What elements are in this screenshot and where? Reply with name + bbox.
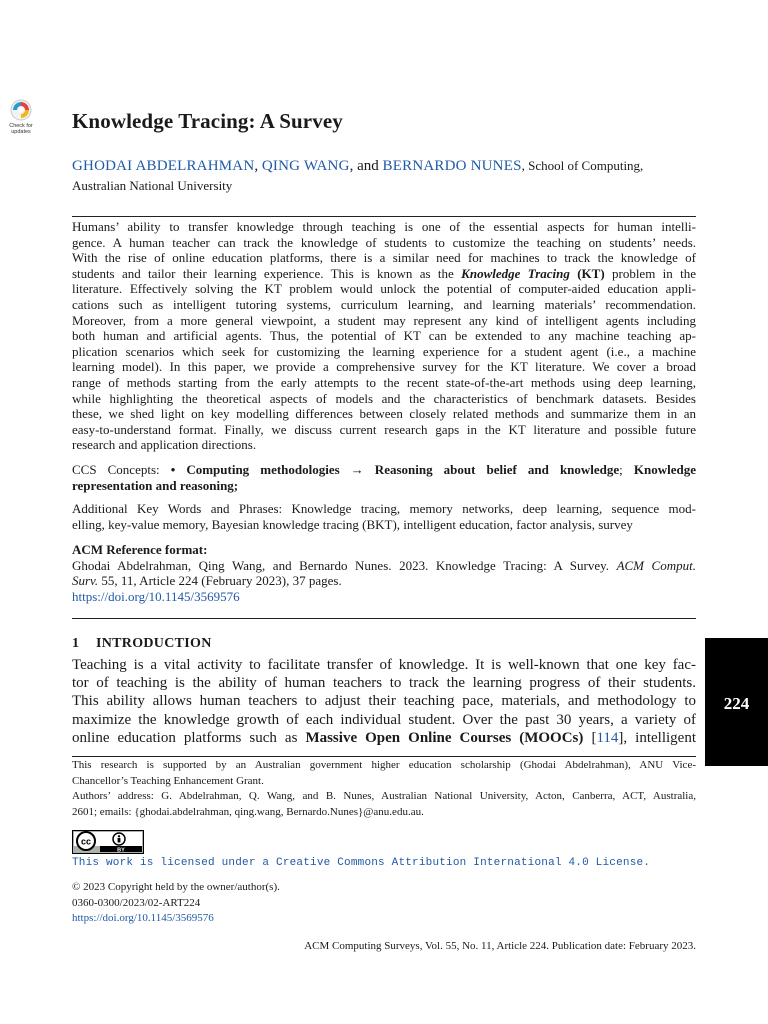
acm-ref-doi-link[interactable]: https://doi.org/10.1145/3569576 <box>72 588 240 604</box>
article-number-tab <box>705 638 768 766</box>
cc-by-license-badge[interactable] <box>72 830 144 854</box>
abstract-line: easy-to-understand format. Finally, we discuss current research gaps in the KT literature and possible future <box>72 421 696 437</box>
check-for-updates-badge[interactable] <box>1 99 39 139</box>
abstract-line: Humans’ ability to transfer knowledge through teaching is one of the essential aspects for human intelli- <box>72 219 696 234</box>
intro-l5-mid: [ <box>583 729 597 746</box>
license-link[interactable]: This work is licensed under a Creative Commons Attribution International 4.0 License. <box>72 857 651 869</box>
abstract-line: cations such as intelligent tutoring systems, curriculum learning, and learning materials’ recommendation. <box>72 296 696 312</box>
author-line-1 <box>72 156 700 176</box>
article-number: 224 <box>723 694 750 713</box>
keywords <box>72 501 696 532</box>
abstract-line: learning model). In this paper, we provide a comprehensive survey for the KT literature. We cover a broad <box>72 359 696 375</box>
page-footer: ACM Computing Surveys, Vol. 55, No. 11, Article 224. Publication date: February 2023. <box>304 940 696 952</box>
author-link-2[interactable]: QING WANG <box>261 158 350 174</box>
author-separator-1: , <box>254 158 262 174</box>
author-link-3[interactable]: BERNARDO NUNES <box>382 158 522 174</box>
keywords-line-2: elling, key-value memory, Bayesian knowledge tracing (BKT), intelligent education, factor analysis, survey <box>72 516 633 532</box>
acm-ref-line-2 <box>72 573 696 589</box>
abstract-kt-pre: students and tailor their learning experience. This is known as the <box>72 265 462 281</box>
ccs-bold-2: Knowledge <box>633 462 696 477</box>
section-number: 1 <box>72 636 80 651</box>
intro-line: tor of teaching is the ability of human teachers to track the learning progress of their students. <box>72 675 696 692</box>
acm-ref-line-2-text: 55, 11, Article 224 (February 2023), 37 pages. <box>98 573 342 589</box>
by-badge-text: BY <box>117 847 125 854</box>
acm-ref-journal-2: Surv. <box>72 573 99 589</box>
abstract-line: plication scenarios which seek for customizing the learning experience for a student agent (i.e., a machine <box>72 343 696 359</box>
footnote-line: Chancellor’s Teaching Enhancement Grant. <box>72 774 264 787</box>
footnote-rule <box>72 756 696 757</box>
acm-ref-journal: ACM Comput. <box>616 557 696 573</box>
top-rule <box>72 216 696 217</box>
intro-l5-post: ], intelligent <box>618 729 696 746</box>
copyright-block <box>72 880 280 927</box>
citation-link[interactable]: 114 <box>596 729 619 746</box>
doi-link[interactable]: https://doi.org/10.1145/3569576 <box>72 912 214 925</box>
kt-term: Knowledge Tracing <box>461 265 570 281</box>
ccs-bold-1: • Computing methodologies → Reasoning about belief and knowledge <box>170 462 620 477</box>
acm-ref-line-1-text: Ghodai Abdelrahman, Qing Wang, and Bernardo Nunes. 2023. Knowledge Tracing: A Survey. <box>72 557 617 573</box>
footnotes <box>72 758 696 820</box>
ccs-concepts <box>72 462 696 493</box>
issn-line: 0360-0300/2023/02-ART224 <box>72 896 201 909</box>
check-label-line2: updates <box>11 129 31 135</box>
intro-l5-pre: online education platforms such as <box>72 729 306 746</box>
affiliation-line-1: , School of Computing, <box>521 158 644 173</box>
keywords-line-1: Additional Key Words and Phrases: Knowledge tracing, memory networks, deep learning, sequence mod- <box>72 501 696 516</box>
abstract-line: Moreover, from a more general viewpoint, a student may represent any kind of intelligent agents including <box>72 312 696 328</box>
ccs-sep: ; <box>619 462 634 477</box>
section-heading <box>72 636 212 652</box>
introduction-text <box>72 656 696 747</box>
affiliation-line-2: Australian National University <box>72 178 233 193</box>
cc-badge-text: cc <box>80 836 92 847</box>
footnote-line: Authors’ address: G. Abdelrahman, Q. Wang, and B. Nunes, Australian National University, Acton, Canberra, ACT, Australia, <box>72 790 696 803</box>
abstract-line: range of methods starting from the early attempts to the recent state-of-the-art methods using deep learning, <box>72 374 696 390</box>
ccs-label: CCS Concepts: <box>72 462 171 477</box>
check-updates-icon <box>10 99 32 121</box>
intro-line: This ability allows human teachers to adjust their teaching pace, materials, and methodology to <box>72 693 696 710</box>
abstract-line: With the rise of online education platforms, there is a similar need for machines to track the knowledge of <box>72 250 696 266</box>
paper-title: Knowledge Tracing: A Survey <box>72 109 343 133</box>
abstract-line: both human and artificial agents. Thus, the potential of KT can be extended to any machine teaching ap- <box>72 328 696 344</box>
intro-line: maximize the knowledge growth of each individual student. Over the past 30 years, a variety of <box>72 711 696 728</box>
intro-line-5 <box>72 729 696 747</box>
acm-ref-line-1 <box>72 558 696 574</box>
abstract-line: literature. Effectively solving the KT problem would unlock the potential of computer-aided education appli- <box>72 281 696 297</box>
kt-abbr: (KT) <box>569 265 605 281</box>
author-block <box>72 156 700 196</box>
abstract-kt-line <box>72 266 696 282</box>
section-title: INTRODUCTION <box>96 636 212 651</box>
check-label-line1: Check for <box>9 123 33 129</box>
section-rule <box>72 618 696 619</box>
ccs-line-2: representation and reasoning; <box>72 477 239 493</box>
author-separator-2: , and <box>349 158 383 174</box>
abstract <box>72 219 696 453</box>
abstract-last-line: research and application directions. <box>72 437 257 453</box>
acm-ref-heading: ACM Reference format: <box>72 542 208 557</box>
author-link-1[interactable]: GHODAI ABDELRAHMAN <box>72 158 255 174</box>
abstract-line: these, we shed light on key modelling differences between closely related methods and summarize them in an <box>72 406 696 422</box>
abstract-line: while highlighting the theoretical aspects of models and the characteristics of benchmark datasets. Besides <box>72 390 696 406</box>
acm-reference <box>72 542 696 604</box>
ccs-line-1 <box>72 462 696 478</box>
footnote-line: 2601; emails: {ghodai.abdelrahman, qing.wang, Bernardo.Nunes}@anu.edu.au. <box>72 805 424 818</box>
copyright-line: © 2023 Copyright held by the owner/author(s). <box>72 881 280 893</box>
abstract-kt-post: problem in the <box>604 265 696 281</box>
footnote-line: This research is supported by an Australian government higher education scholarship (Ghodai Abdelrahman), ANU Vice- <box>72 759 696 771</box>
abstract-line: gence. A human teacher can track the knowledge of students to customize the teaching on students’ needs. <box>72 234 696 250</box>
intro-line: Teaching is a vital activity to facilitate transfer of knowledge. It is well-known that one key fac- <box>72 657 696 673</box>
intro-mooc: Massive Open Online Courses (MOOCs) <box>305 729 584 746</box>
